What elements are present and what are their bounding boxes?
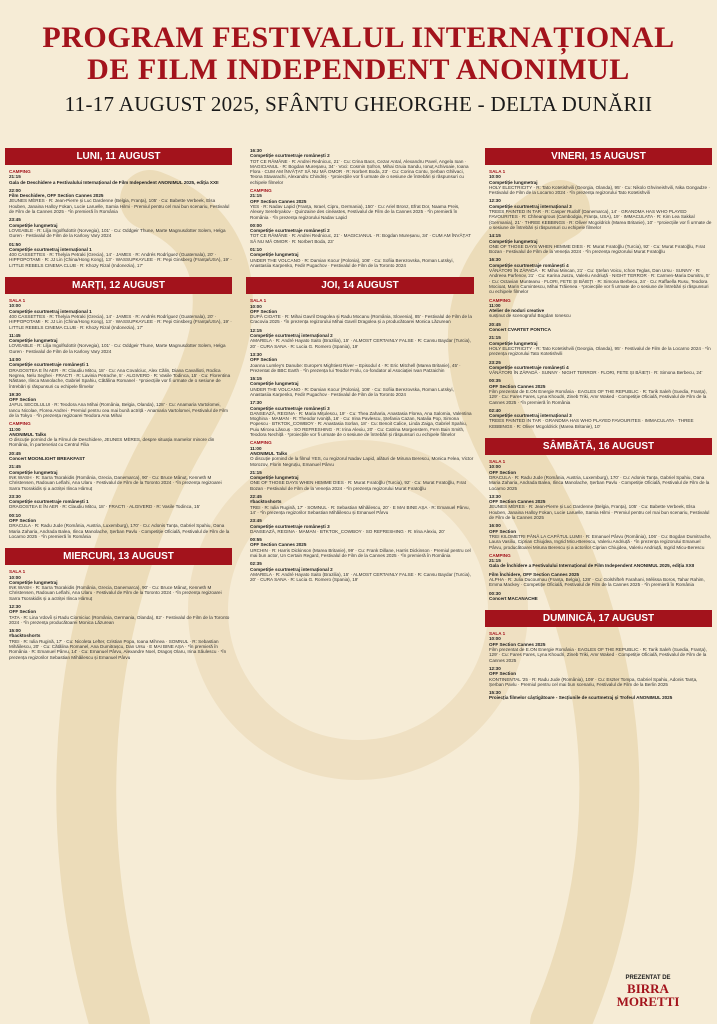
event-details: LOVEABLE · R: Lilja Ingolfsdottir (Norvegia), 101' · Cu: Oddgeir Thune, Marte Magnusdotter Solem, Helga Guren · Festivalul de Film de la Karlovy Vary 2024 — [9, 343, 226, 354]
event-time: 23:30 — [9, 493, 21, 499]
event-details: HOLY ELECTRICITY · R: Tato Kotetishvili (Georgia, Olanda), 95' · Festivalul de Film de la Locarno 2024 · *în prezența regizorului Tato Kotetishvili — [489, 345, 711, 357]
event-name: Competiție lungmetraj — [9, 338, 58, 344]
schedule-column-right — [485, 148, 712, 710]
event-time: 21:15 — [489, 335, 501, 341]
event-name: OFF Section — [9, 397, 37, 403]
schedule-event — [9, 451, 232, 462]
event-time: 13:30 — [489, 493, 501, 499]
event-details: UNDER THE VOLCANO · R: Damian Kocur (Polonia), 106' · Cu: Sofiia Berezovska, Roman Lutskyi, Anastasiia Karpenko, Fedir Pugachov · Festivalul de Film de la Toronto 2024 — [250, 386, 454, 397]
event-details: TREI KILOMETRI PÂNĂ LA CAPĂTUL LUMII · R: Emanuel Pârvu (România), 106' · Cu: Bogdan Dumitrache, Laura Vasiliu, Ciprian Chiujdea, Ingrid Micu-Berescu, Valeriu Andriuță · *în prezența regizorului Emanuel Pârvu, producătoarei Miruna Berescu și a actorilor Ciprian Chiujdea, Valeriu Andriuță, Ingrid Micu-Berescu — [489, 533, 712, 550]
event-details: ONE OF THOSE DAYS WHEN HEMME DIES · R: Murat Fıratoğlu (Turcia), 92' · Cu: Murat Fıratoğlu, Fırat Bozan · Festivalul de Film de la Veneția 2024 · *în prezența regizorului Murat Fıratoğlu — [250, 480, 466, 491]
event-time: 13:30 — [250, 351, 262, 357]
schedule-event — [9, 169, 232, 185]
schedule-event — [489, 233, 712, 254]
event-details: TOT CE RĂMÂNE · R: Andrei Rednicuc, 21' · MAGICIANUL · R: Bogdan Mureșanu, 34' · CUM AM ÎNVĂȚAT SĂ NU MĂ OMOR · R: Norbert Boda, 23' — [250, 233, 471, 244]
event-time: 10:00 — [489, 636, 501, 642]
event-name: Concert MACANACHE — [489, 595, 538, 601]
event-time: 15:30 — [489, 690, 501, 696]
event-details: O discuție pornind de la filmul YES, cu regizorul Nadav Lapid, alături de Mirunа Berescu, Monica Felea, Victor Morozov, Florin Negruțiu, Emanuel Pârvu — [250, 456, 474, 467]
event-time: 11:00 — [9, 426, 21, 432]
festival-dates-location: 11-17 AUGUST 2025, SFÂNTU GHEORGHE - DELTA DUNĂRII — [64, 92, 653, 116]
event-name: Gala de Închidere a Festivalului Internațional de Film Independent ANONIMUL 2025, ediția XXII — [489, 563, 695, 569]
event-details: DRAGOSTEA E ÎN AER · R: Claudiu Mitcu, 18' · Cu: Ana Covalciuc, Alex Călin, Diana Cavallioti, Rodica Negrea, Nelu Seghei · FRACTI · R: Lavinia Petrache, 5' · ALGIVERD · R: Vasile Todinca, 15' · Cu: Florentina Năstase, Ilinca Manolache, Gabriel Spahiu, Cătălina Romanel · *proiecțiile vor fi urmate de o sesiune de întrebări și răspunsuri cu echipele filmelor — [9, 367, 231, 389]
event-time: 00:55 — [250, 537, 262, 543]
schedule-event — [489, 572, 712, 588]
event-details: DRACULA · R: Radu Jude (România, Austria, Luxemburg), 170' · Cu: Adonis Tanța, Gabriel Spahiu, Oana Maria Zaharia, Andrada Balea, Ilinca Manolache, Șerban Pavlu · Competiție Oficială, Festivalul de Film de la Locarno 2025 · *în premieră în România — [9, 523, 230, 539]
event-time: 00:30 — [489, 590, 501, 596]
event-name: Competiție scurtmetraj internațional 2 — [250, 333, 333, 339]
event-details: 400 CASSETTES · R: Thelyia Petraki (Grecia), 14' · JAMES · R: Andrés Rodríguez (Guatemala), 20' · HIPPOPOTAMI · R: JJ Lin (China/Hong Kong), 13' · WASSUPKAYLEE · R: Pepi Ginsberg (Franța/USA), 19' · LITTLE REBELS CINEMA CLUB · R: Khozy Rizal (Indonezia), 17' — [9, 313, 232, 330]
schedule-event — [9, 604, 232, 625]
event-name: Competiție lungmetraj — [250, 252, 299, 258]
event-time: 10:00 — [9, 303, 21, 309]
day-header: SÂMBĂTĂ, 16 AUGUST — [485, 438, 712, 455]
schedule-event — [489, 169, 712, 195]
venue-label: CAMPING — [250, 188, 272, 194]
event-name: #backtoshorts — [250, 499, 282, 505]
event-name: Gala de Deschidere a Festivalului Internațional de Film Independent ANONIMUL 2025, ediția XXII — [9, 179, 219, 185]
schedule-event — [250, 188, 474, 220]
event-name: Competiție lungmetraj — [250, 381, 299, 387]
event-details: O discuție pornind de la Filmul de Deschidere, JEUNES MÈRES, despre situația mamelor minore din România, în parteneriat cu Centrul Filia — [9, 437, 215, 448]
event-time: 10:00 — [489, 464, 501, 470]
sponsor-logo-line2: MORETTI — [616, 994, 680, 1009]
event-details: susținut de scenograful Bogdan Ionescu — [489, 313, 571, 319]
event-details: TREES PAINTED IN TAR · GRANDMA HAS WHO PLAYED FAVOURITES · IMMACULATA · THREE KEBBINGS · R: Oliver Mcgoldrick (Marea Britanie), 10' — [489, 418, 694, 429]
schedule-event — [9, 188, 232, 214]
event-name: Competiție lungmetraj — [9, 469, 58, 475]
event-name: Competiție scurtmetraje românești 4 — [489, 262, 569, 268]
schedule-event — [489, 335, 712, 356]
event-time: 11:00 — [489, 302, 501, 308]
day-header: DUMINICĂ, 17 AUGUST — [485, 610, 712, 627]
event-name: Atelier de noduri creative — [489, 308, 545, 314]
event-name: Competiție lungmetraj — [9, 222, 58, 228]
schedule-event — [250, 223, 474, 244]
event-details: TREES PAINTED IN TAR · R: Casper Rudolf (Danemarca), 14' · GRANDMA HAS WHO PLAYED FAVOURITES · R: Chheangrous (Cambodgia, Franța, USA), 19' · IMMACULATA · R: Kim Lea Sakkal (Germania), 21' · THREE KEBBINGS · R: Oliver Mcgoldrick (Marea Britanie), 10' · *proiecțiile vor fi urmate de o sesiune de întrebări și răspunsuri cu echipele filmelor — [489, 209, 712, 230]
event-name: ANONIMUL Talks — [250, 450, 288, 456]
event-details: KONTINENTAL '25 · R: Radu Jude (România), 109' · Cu: Eszter Tompa, Gabriel Spahiu, Adonis Tanța, Șerban Pavlu · Premiul pentru cel mai bun scenariu, Festivalul de Film de la Berlin 2025 — [489, 676, 698, 687]
event-details: JEUNES MÈRES · R: Jean-Pierre și Luc Dardenne (Belgia, Franța), 105' · Cu: Babette Verbeek, Elsa Houben, Janaina Halloy Fokan, Lucie Laruelle, Samia Hilmi · Premiul pentru cel mai bun scenariu, Festivalul de Film de la Cannes 2025 · *în premieră în România — [9, 198, 230, 215]
event-name: Competiție lungmetraj — [489, 340, 538, 346]
schedule-event — [489, 631, 712, 663]
day-header: VINERI, 15 AUGUST — [485, 148, 712, 165]
schedule-event — [9, 513, 232, 539]
venue-label: SALA 1 — [9, 569, 26, 575]
event-details: ALPHA · R: Julia Ducournau (Franța, Belgia), 128' · Cu: Golshifteh Farahani, Mélissa Boros, Tahar Rahim, Emma Mackey · Competiție Oficială, Festivalul de Film de la Cannes 2025 · *în premieră în România — [489, 577, 705, 588]
schedule-event — [489, 459, 712, 491]
event-name: OFF Section — [489, 528, 517, 534]
event-details: JAFUL SECOLULUI · R: Teodora Ana Mihai (România, Belgia, Olanda), 128' · Cu: Anamaria Vartolomei, Iancu Nicolae, Florea Andrei · Premiul pentru cea mai bună actriță - Anamaria Vartolomei, Festivalul de Film de la Tokyo · *în prezența regizoarei Teodora Ana Mihai — [9, 402, 228, 418]
event-details: VÂNĂTORI ÎN ZĂPADĂ · R: Mihai Mincan, 21' · Cu: Ștefan Voicu, Ichon Teglas, Dan Ursu · SUNNY · R: Andreea Parfenov, 21' · Cu: Karina Juszu, Valeriu Andriuță · NIGHT TERROR · R: Carmen-Maria Dumitru, 5' · Cu: Octavian Munteanu · FLORI, FETE ȘI BĂIEȚI · R: Simona Berbecu, 24' · Cu: Raffaella Rusu, Teodora Mocioat, Marin Cumintescu, Mihai Trăienea · *proiecțiile vor fi urmate de o sesiune de întrebări și răspunsuri cu echipele filmelor — [489, 268, 710, 295]
event-details: Film prezentat de E.ON Energie România · EAGLES OF THE REPUBLIC · R: Tarik Saleh (Suedia, Franța), 129' · Cu: Fares Fares, Lyna Khoudri, Zineb Triki, Amr Waked · Competiție Oficială, Festivalul de Film de la Cannes 2025 · *în premieră în România — [489, 388, 707, 405]
event-time: 21:15 — [250, 469, 262, 475]
event-name: Proiecția filmelor câștigătoare - Secțiunile de scurtmetraj și Trofeul ANONIMUL 2025 — [489, 695, 673, 701]
event-name: Competiție scurtmetraje românești 2 — [250, 153, 330, 159]
event-details: AMARELA · R: André Hayato Saito (Brazilia), 15' · ALMOST CERTAINLY FALSE · R: Cansu Baydar (Turcia), 20' · CURA SANA · R: Lucia G. Romero (Spania), 19' — [250, 338, 471, 349]
event-time: 10:00 — [250, 303, 262, 309]
event-name: #backtoshorts — [9, 633, 41, 639]
event-time: 11:00 — [250, 445, 262, 451]
schedule-column-middle — [246, 148, 474, 591]
event-name: OFF Section — [9, 518, 37, 524]
venue-label: CAMPING — [489, 552, 511, 558]
schedule-event — [250, 494, 474, 515]
day-header: LUNI, 11 AUGUST — [5, 148, 232, 165]
event-details: JEUNES MÈRES · R: Jean-Pierre și Luc Dardenne (Belgia, Franța), 105' · Cu: Babette Verbeek, Elsa Houben, Janaina Halloy Fokan, Lucie Laruelle, Samia Hilmi · Premiul pentru cel mai bun scenariu, Festivalul de Film de la Cannes 2025 — [489, 504, 710, 521]
event-time: 11:45 — [9, 332, 21, 338]
schedule-event — [489, 378, 712, 404]
schedule-event — [250, 561, 474, 582]
event-details: YES · R: Nadav Lapid (Franța, Israel, Cipru, Germania), 150' · Cu: Ariel Bronz, Efrat Dor, Naama Preis, Alexey Serebryakov · Quinzaine des cinéastes, Festivalul de Film de la Cannes 2025 · *în premieră în România · *în prezența regizorului Nadav Lapid — [250, 203, 460, 220]
schedule-event — [489, 322, 712, 333]
event-time: 00:00 — [250, 222, 262, 228]
event-time: 01:10 — [250, 247, 262, 253]
venue-label: SALA 1 — [250, 298, 267, 304]
event-time: 22:00 — [9, 187, 21, 193]
event-details: URCHIN · R: Harris Dickinson (Marea Britanie), 99' · Cu: Frank Dillane, Harris Dickinson · Premiul pentru cel mai bun actor, Un Certain Regard, Festivalul de Film de la Cannes 2025 · *în premieră în România — [250, 547, 471, 558]
event-name: Competiție lungmetraj — [489, 238, 538, 244]
event-name: Competiție scurtmetraje românești 1 — [9, 362, 89, 368]
event-details: DUPĂ CIOATE · R: Mihai Gavril Dragolea și Radu Mocanu (România, Slovenia), 85' · Festivalul de Film de la Cracovia 2025 · *în prezența regizorului Mihai Gavril Dragolea și a producătoarei Monica Lăzurean — [250, 314, 472, 325]
venue-label: SALA 1 — [9, 298, 26, 304]
event-name: Competiție scurtmetraje românești 3 — [250, 405, 330, 411]
schedule-event — [9, 298, 232, 330]
event-details: INK WASH · R: Sarra Tsorakidis (România, Grecia, Danemarca), 90' · Cu: Bruce Mânuț, Kenneth M Christensen, Radouan Leflahi, Ana Ularu · Festivalul de Film de la Toronto 2024 · *în prezența regizoarei Sarra Tsorakidis și a actriței Ilinca Hârnuț — [9, 474, 222, 491]
event-name: Competiție scurtmetraj internațional 1 — [9, 308, 92, 314]
event-name: Competiție scurtmetraj internațional 1 — [9, 246, 92, 252]
venue-label: CAMPING — [9, 169, 31, 174]
event-name: Competiție scurtmetraj internațional 2 — [250, 566, 333, 572]
festival-title-line1: PROGRAM FESTIVALUL INTERNAȚIONAL — [42, 21, 675, 54]
event-details: VÂNĂTORI ÎN ZĂPADĂ · SUNNY · NIGHT TERROR · FLORI, FETE ȘI BĂIEȚI · R: Simona Berbecu, 24' — [489, 370, 703, 376]
event-time: 20:45 — [489, 321, 501, 327]
event-time: 00:35 — [489, 378, 501, 384]
event-details: TOT CE RĂMÂNE · R: Andrei Rednicuc, 21' · Cu: Crina Bacs, Cezar Antal, Alexandru Pavel, Angela Ioan · MAGICIANUL · R: Bogdan Mureșanu, 34' · Voci: Cosmin Șofron, Mihai Gruia Sandu, Ionuț Achivoaie, Ioana Flora · CUM AM ÎNVĂȚAT SĂ NU MĂ OMOR · R: Norbert Boda, 23' · Cu: Corina Contu, Șerban Ghilvaci, Teona Stavarachi, Alexandru Chindriș · *proiecțiile vor fi urmate de o sesiune de întrebări și răspunsuri cu echipele filmelor — [250, 158, 469, 185]
event-name: Concert CVARTET PONTICA — [489, 327, 551, 333]
event-time: 15:15 — [250, 376, 262, 382]
event-name: OFF Section — [489, 671, 517, 677]
event-name: Competiție scurtmetraj internațional 3 — [489, 203, 572, 209]
event-name: OFF Section Cannes 2025 — [489, 499, 546, 505]
schedule-event — [9, 494, 232, 510]
event-details: Joanna Lumley's Danube: Europe's Mightiest River – Episodul 4 · R: Eric Mitchell (Marea Britanie), 45' · Prezentat de BBC Earth · *în prezența lui Teodor Frolu, co-fondator al Asociației Ivan Patzaichin — [250, 362, 461, 373]
event-details: DRAGOSTEA E ÎN AER · R: Claudiu Mitcu, 18' · FRACTI · ALGIVERD · R: Vasile Todinca, 15' — [9, 504, 201, 510]
schedule-event — [489, 408, 712, 429]
event-time: 23:45 — [250, 518, 262, 524]
event-name: Film Închidere, OFF Section Cannes 2025 — [489, 571, 580, 577]
schedule-event — [9, 392, 232, 418]
event-details: DANSEAZĂ, REGINA · R: Maria Mițulescu, 19' · Cu: Thea Zaharia, Anastasia Florea, Ana Salomia, Valentina Moghina · MAMAN · R: Theodor Ivoniță, 16' · Cu: Irina Pavlescu, Ștefania Cazan, Natalia Pop, Simona Popescu · BTKTOK_COWBOY · R: Anastasia Sorlan, 18' · Cu: Benoit Calice, Linda Zaiga, Gabriel Spahiu, Puiu Mircea Lăscuș · SO REFRESHING · R: Irina Alexiu, 20' · Cu: Catrina Morgenstern, Fern Bain Smith, Teodora Nechiță · *proiecțiile vor fi urmate de o sesiune de întrebări și răspunsuri cu echipele filmelor — [250, 410, 472, 438]
schedule-event — [489, 523, 712, 549]
event-time: 23:45 — [9, 217, 21, 223]
event-name: OFF Section Cannes 2025 — [250, 542, 307, 548]
event-name: OFF Section — [489, 469, 517, 475]
event-details: TATA · R: Lina Vdovîi și Radu Ciorniciuc (România, Germania, Olanda), 82' · Festivalul de Film de la Toronto 2024 · *în prezența producătoarei Monica Lăzurean — [9, 614, 230, 625]
event-time: 16:30 — [489, 257, 501, 263]
event-time: 21:15 — [489, 558, 501, 564]
schedule-event — [9, 628, 232, 660]
event-time: 12:30 — [9, 604, 21, 609]
schedule-event — [250, 148, 474, 185]
event-time: 14:00 — [9, 357, 21, 363]
event-details: DRACULA · R: Radu Jude (România, Austria, Luxemburg), 170' · Cu: Adonis Tanța, Gabriel Spahiu, Oana Maria Zaharia, Andrada Balea, Ilinca Manolache, Șerban Pavlu · Competiție Oficială, Festivalul de Film de la Locarno 2025 — [489, 474, 710, 491]
event-name: Competiție lungmetraj — [9, 579, 58, 585]
schedule-event — [9, 421, 232, 447]
event-time: 21:15 — [9, 174, 21, 180]
event-details: HOLY ELECTRICITY · R: Tato Kotetishvili (Georgia, Olanda), 95' · Cu: Nikolo Ghvineishvili, Nika Gongadze · Festivalul de Film de la Locarno 2024 · *în prezența regizorului Tato Kotetishvili — [489, 184, 710, 196]
event-time: 12:30 — [489, 198, 501, 204]
schedule-column-left — [5, 148, 232, 669]
event-details: TREI · R: Iulia Rugină, 17' · Cu: Nicoleta Lefter, Cristian Popa, Ioana Mihnea · SOMNUL · R: Sebastian Mihăilescu, 20' · Cu: Cătălina Romanel, Ana Dumitrașcu, Dan Ursu · E MAI BINE AȘA · *în premieră în România · R: Emanuel Pârvu, 14' · Cu: Emanuel Pârvu, Alexandre Noel, Dragoș Olaru, Irina Săulescu · *în prezența regizorilor Sebastian Mihăilescu și Emanuel Pârvu — [9, 638, 227, 660]
schedule-event — [9, 333, 232, 354]
schedule-event — [250, 298, 474, 324]
event-time: 19:30 — [9, 391, 21, 397]
schedule-event — [489, 690, 712, 701]
schedule-event — [489, 360, 712, 376]
event-time: 16:00 — [489, 523, 501, 529]
event-time: 21:15 — [250, 193, 262, 199]
schedule-event — [250, 400, 474, 437]
event-details: ONE OF THOSE DAYS WHEN HEMME DIES · R: Murat Fıratoğlu (Turcia), 92' · Cu: Murat Fıratoğlu, Fırat Bozan · Festivalul de Film de la Veneția 2024 · *în prezența regizorului Murat Fıratoğlu — [489, 243, 705, 255]
event-name: Concert MOONLIGHT BREAKFAST — [9, 456, 86, 462]
schedule-event — [489, 494, 712, 520]
event-name: ANONIMUL Talks — [9, 431, 47, 437]
event-details: AMARELA · R: André Hayato Saito (Brazilia), 15' · ALMOST CERTAINLY FALSE · R: Cansu Baydar (Turcia), 20' · CURA SANA · R: Lucia G. Romero (Spania), 19' — [250, 571, 471, 583]
schedule-event — [250, 470, 474, 491]
event-name: OFF Section — [250, 357, 278, 363]
event-details: UNDER THE VOLCANO · R: Damian Kocur (Polonia), 106' · Cu: Sofiia Berezovska, Roman Lutskyi, Anastasiia Karpenko, Fedir Pugachov · Festivalul de Film de la Toronto 2024 — [250, 257, 454, 268]
schedule-event — [489, 666, 712, 687]
event-details: INK WASH · R: Sarra Tsorakidis (România, Grecia, Danemarca), 90' · Cu: Bruce Mânuț, Kenneth M Christensen, Radouan Leflahi, Ana Ularu · Festivalul de Film de la Toronto 2024 · *în prezența regizoarei Sarra Tsorakidis și a actriței Ilinca Hârnuț — [9, 585, 222, 601]
schedule-event — [489, 198, 712, 230]
schedule-event — [250, 376, 474, 397]
event-name: Competiție scurtmetraje românești 3 — [250, 523, 330, 529]
event-name: Competiție scurtmetraj internațional 3 — [489, 413, 572, 419]
event-name: OFF Section Cannes 2025 — [489, 383, 546, 389]
schedule-event — [250, 537, 474, 558]
event-time: 12:30 — [489, 665, 501, 671]
schedule-event — [489, 257, 712, 294]
event-time: 21:45 — [9, 464, 21, 470]
event-name: Film Deschidere, OFF Section Cannes 2025 — [9, 193, 104, 199]
event-name: OFF Section Cannes 2025 — [489, 641, 546, 647]
schedule-event — [250, 352, 474, 373]
event-name: OFF Section — [9, 609, 37, 615]
event-time: 10:00 — [489, 174, 501, 180]
schedule-event — [9, 357, 232, 389]
day-header: JOI, 14 AUGUST — [246, 277, 474, 294]
schedule-event — [9, 464, 232, 490]
event-name: Competiție scurtmetraje românești 4 — [489, 364, 569, 370]
event-time: 22:45 — [250, 494, 262, 500]
venue-label: SALA 1 — [489, 631, 506, 637]
schedule-event — [489, 591, 712, 602]
event-time: 02:35 — [250, 561, 262, 567]
event-name: OFF Section — [250, 308, 278, 314]
event-time: 17:30 — [250, 400, 262, 406]
event-time: 02:40 — [489, 407, 501, 413]
venue-label: CAMPING — [489, 297, 511, 303]
schedule-event — [250, 247, 474, 268]
sponsor-block — [598, 975, 698, 1008]
event-details: Film prezentat de E.ON Energie România · EAGLES OF THE REPUBLIC · R: Tarik Saleh (Suedia, Franța), 129' · Cu: Fares Fares, Lyna Khoudri, Zineb Triki, Amr Waked · Competiție Oficială, Festivalul de Film de la Cannes 2025 — [489, 647, 707, 663]
event-time: 16:30 — [250, 148, 262, 153]
event-time: 15:00 — [9, 628, 21, 634]
event-details: 400 CASSETTES · R: Thelyia Petraki (Grecia), 14' · JAMES · R: Andrés Rodríguez (Guatemala), 20' · HIPPOPOTAMI · R: JJ Lin (China/Hong Kong), 13' · WASSUPKAYLEE · R: Pepi Ginsberg (Franța/USA), 19' · LITTLE REBELS CINEMA CLUB · R: Khozy Rizal (Indonezia), 17' — [9, 252, 232, 268]
schedule-event — [250, 518, 474, 534]
event-time: 01:50 — [9, 241, 21, 247]
event-time: 12:15 — [250, 327, 262, 333]
event-time: 20:45 — [9, 450, 21, 456]
event-details: DANSEAZĂ, REGINA · MAMAN · BTKTOK_COWBOY · SO REFRESHING · R: Irina Alexiu, 20' — [250, 528, 445, 534]
event-name: Competiție lungmetraj — [489, 179, 538, 185]
festival-header — [0, 0, 717, 117]
schedule-event — [9, 242, 232, 268]
schedule-event — [489, 553, 712, 569]
day-header: MIERCURI, 13 AUGUST — [5, 548, 232, 565]
schedule-event — [9, 217, 232, 238]
venue-label: CAMPING — [250, 440, 272, 446]
schedule-event — [250, 328, 474, 349]
venue-label: SALA 1 — [489, 459, 506, 465]
event-name: Competiție scurtmetraje românești 2 — [250, 228, 330, 234]
event-time: 14:15 — [489, 233, 501, 239]
schedule-event — [9, 569, 232, 601]
event-name: Competiție scurtmetraje românești 1 — [9, 499, 89, 505]
event-details: LOVEABLE · R: Lilja Ingolfsdottir (Norvegia), 101' · Cu: Oddgeir Thune, Marte Magnusdotter Solem, Helga Guren · Festivalul de Film de la Karlovy Vary 2024 — [9, 227, 226, 239]
event-name: OFF Section Cannes 2025 — [250, 198, 307, 204]
schedule-event — [489, 298, 712, 319]
venue-label: CAMPING — [9, 421, 31, 427]
schedule-event — [250, 440, 474, 466]
day-header: MARȚI, 12 AUGUST — [5, 277, 232, 294]
event-time: 00:10 — [9, 512, 21, 518]
event-time: 23:25 — [489, 359, 501, 365]
sponsor-logo-line1: BIRRA — [627, 981, 669, 996]
festival-title-line2: DE FILM INDEPENDENT ANONIMUL — [87, 53, 630, 86]
event-time: 10:00 — [9, 574, 21, 580]
event-details: TREI · R: Iulia Rugină, 17' · SOMNUL · R: Sebastian Mihăilescu, 20' · E MAI BINE AȘA · R: Emanuel Pârvu, 14' · *în prezența regizorilor Sebastian Mihăilescu și Emanuel Pârvu — [250, 504, 470, 515]
venue-label: SALA 1 — [489, 169, 506, 174]
presented-by-label: PREZENTAT DE — [625, 975, 671, 981]
event-name: Competiție lungmetraj — [250, 475, 299, 481]
